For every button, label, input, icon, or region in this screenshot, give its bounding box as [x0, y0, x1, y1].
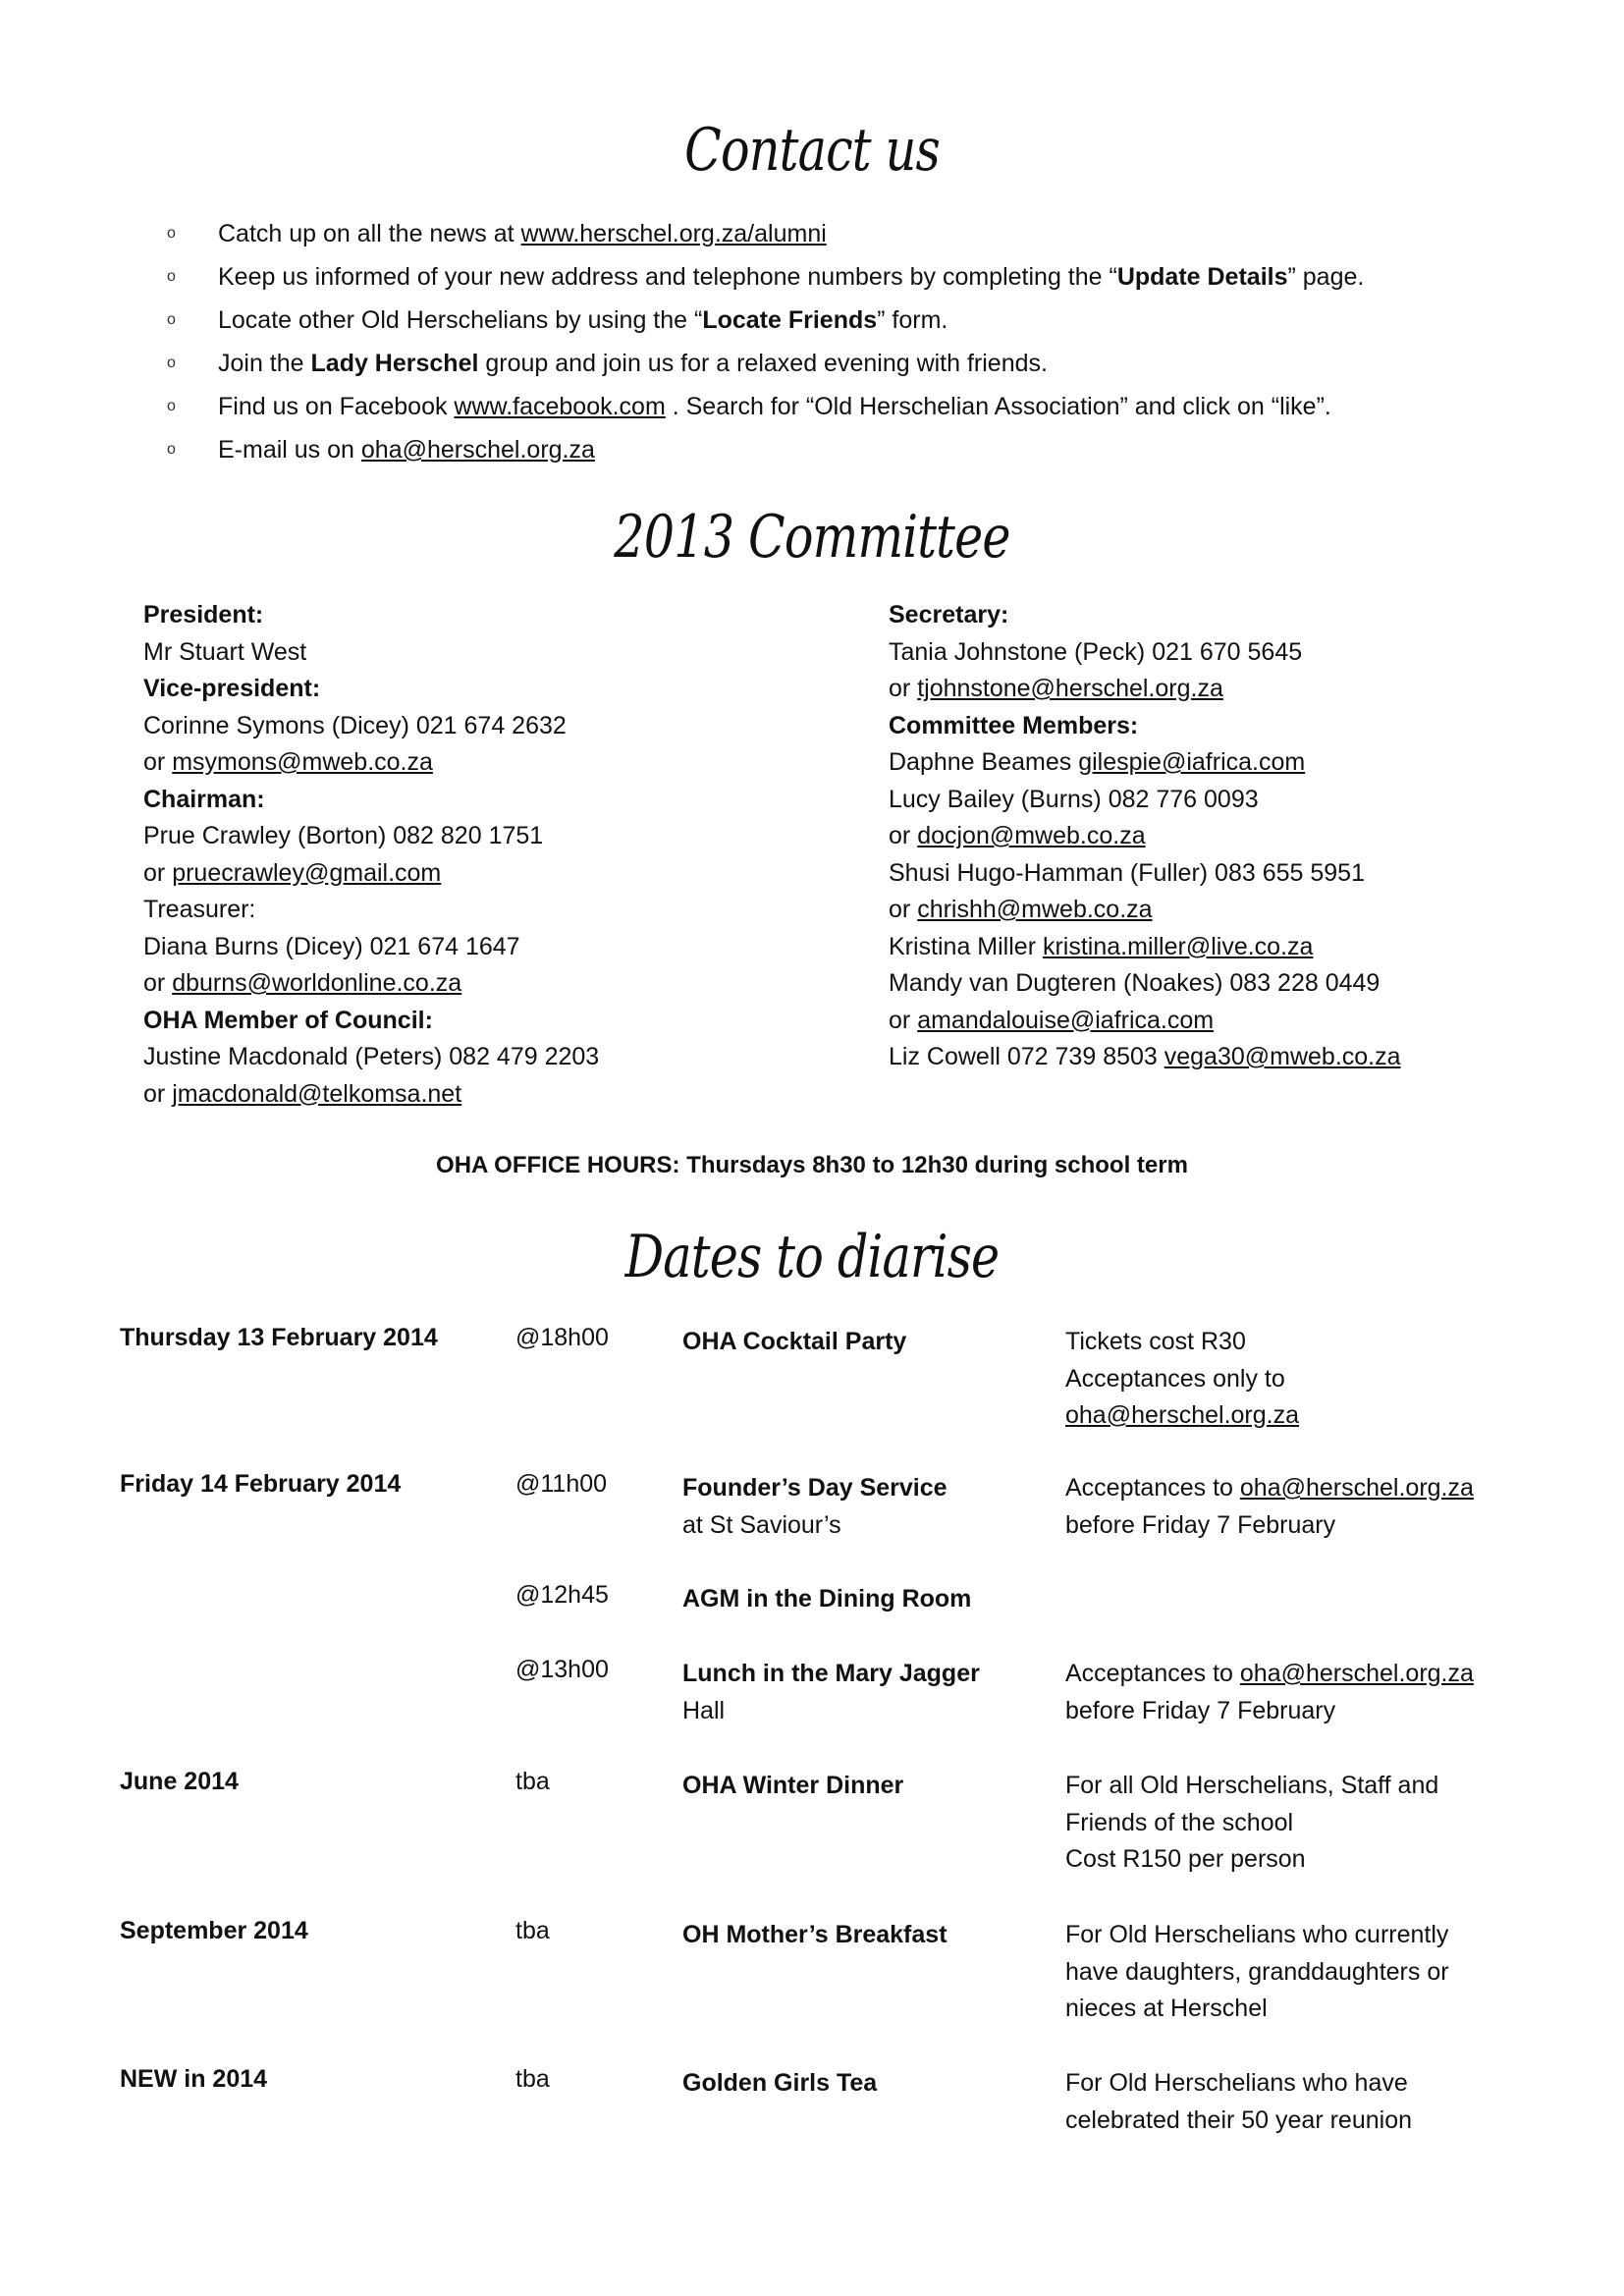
detail-text: Tickets cost R30 — [1065, 1328, 1246, 1355]
event-date: Thursday 13 February 2014 — [120, 1324, 438, 1351]
detail-text: before Friday 7 February — [1065, 1696, 1336, 1724]
event-time: tba — [515, 1917, 550, 1944]
committee-line — [143, 1003, 599, 1040]
detail-text: Cost R150 per person — [1065, 1845, 1306, 1873]
contact-item — [167, 212, 1364, 255]
email-link[interactable]: kristina.miller@live.co.za — [1042, 932, 1314, 960]
committee-line — [889, 818, 1401, 855]
item-text: ” page. — [1287, 263, 1365, 291]
member-text: Justine Macdonald (Peters) 082 479 2203 — [143, 1043, 600, 1070]
bullet-icon: o — [167, 268, 176, 285]
contact-list — [167, 212, 1364, 471]
email-link[interactable]: amandalouise@iafrica.com — [917, 1006, 1215, 1034]
detail-text: before Friday 7 February — [1065, 1510, 1336, 1539]
email-link[interactable]: msymons@mweb.co.za — [172, 748, 433, 776]
committee-heading: 2013 Committee — [614, 503, 1010, 572]
detail-text: Acceptances to — [1065, 1660, 1240, 1687]
item-link[interactable]: oha@herschel.org.za — [360, 436, 595, 464]
role-label: Chairman: — [143, 785, 265, 813]
detail-line — [1065, 1805, 1438, 1842]
member-text: Diana Burns (Dicey) 021 674 1647 — [143, 932, 520, 960]
member-text: Mr Stuart West — [143, 637, 307, 666]
detail-text: celebrated their 50 year reunion — [1065, 2105, 1413, 2134]
detail-text: have daughters, granddaughters or — [1065, 1957, 1449, 1986]
committee-line — [889, 855, 1401, 893]
event-time: tba — [515, 1768, 550, 1795]
detail-line — [1065, 2065, 1412, 2103]
member-text: or — [889, 1006, 918, 1034]
detail-line — [1065, 1991, 1449, 2028]
item-bold-text: Locate Friends — [702, 306, 878, 334]
bullet-icon: o — [167, 398, 176, 414]
email-link[interactable]: docjon@mweb.co.za — [917, 822, 1146, 849]
committee-line — [143, 1039, 599, 1076]
event-name-line: Golden Girls Tea — [682, 2069, 878, 2097]
member-text: Kristina Miller — [889, 932, 1043, 960]
event-time: @18h00 — [515, 1324, 609, 1351]
item-link[interactable]: www.herschel.org.za/alumni — [520, 220, 827, 247]
member-text: Liz Cowell 072 739 8503 — [889, 1043, 1164, 1070]
committee-line — [143, 634, 599, 672]
committee-line — [889, 929, 1401, 966]
event-details — [1065, 1470, 1474, 1544]
dates-heading: Dates to diarise — [624, 1223, 1000, 1291]
item-text: Locate other Old Herschelians by using the “ — [218, 306, 703, 334]
event-name — [682, 1917, 947, 1954]
member-text: or — [889, 675, 918, 702]
event-date: Friday 14 February 2014 — [120, 1470, 402, 1498]
detail-line — [1065, 1954, 1449, 1992]
detail-line — [1065, 2103, 1412, 2140]
member-text: or — [143, 1079, 173, 1108]
email-link[interactable]: pruecrawley@gmail.com — [172, 858, 442, 887]
member-text: Daphne Beames — [889, 748, 1079, 776]
committee-line — [889, 671, 1401, 708]
contact-item — [167, 342, 1364, 385]
role-label: Vice-president: — [143, 675, 321, 702]
detail-text: For Old Herschelians who currently — [1065, 1921, 1449, 1948]
contact-item — [167, 255, 1364, 299]
detail-line — [1065, 1507, 1474, 1545]
detail-line — [1065, 1917, 1449, 1954]
detail-text: Friends of the school — [1065, 1808, 1294, 1836]
member-text: or — [143, 858, 173, 887]
detail-text: For Old Herschelians who have — [1065, 2069, 1408, 2097]
detail-line — [1065, 1361, 1299, 1398]
role-label: President: — [143, 601, 264, 629]
email-link[interactable]: chrishh@mweb.co.za — [917, 896, 1153, 923]
event-time: @11h00 — [515, 1470, 608, 1498]
member-text: or — [143, 748, 173, 776]
member-text: Tania Johnstone (Peck) 021 670 5645 — [889, 637, 1303, 666]
bullet-icon: o — [167, 311, 176, 328]
event-details — [1065, 1917, 1449, 2028]
bullet-icon: o — [167, 225, 176, 242]
event-date: NEW in 2014 — [120, 2065, 268, 2093]
item-bold-text: Lady Herschel — [310, 350, 479, 377]
bullet-icon: o — [167, 441, 176, 458]
event-name — [682, 1768, 903, 1805]
committee-line — [143, 929, 599, 966]
event-details — [1065, 1768, 1438, 1879]
email-link[interactable]: oha@herschel.org.za — [1239, 1474, 1474, 1502]
email-link[interactable]: oha@herschel.org.za — [1065, 1401, 1300, 1429]
committee-line — [143, 744, 599, 782]
member-text: Mandy van Dugteren (Noakes) 083 228 0449 — [889, 969, 1380, 997]
event-name-line: OHA Winter Dinner — [682, 1772, 904, 1799]
member-text: Lucy Bailey (Burns) 082 776 0093 — [889, 785, 1259, 813]
role-label: OHA Member of Council: — [143, 1006, 433, 1034]
item-text: Find us on Facebook — [218, 393, 455, 420]
email-link[interactable]: jmacdonald@telkomsa.net — [172, 1079, 462, 1108]
contact-item — [167, 428, 1364, 471]
committee-right-column — [889, 597, 1401, 1076]
event-name — [682, 2065, 877, 2103]
detail-line — [1065, 1397, 1299, 1435]
event-name-line: AGM in the Dining Room — [682, 1585, 972, 1613]
event-name — [682, 1581, 971, 1618]
contact-item — [167, 385, 1364, 428]
contact-heading: Contact us — [684, 116, 940, 185]
item-text: group and join us for a relaxed evening with friends. — [478, 350, 1048, 377]
committee-line — [889, 1039, 1401, 1076]
detail-text: nieces at Herschel — [1065, 1995, 1268, 2022]
event-name-line: Lunch in the Mary Jagger — [682, 1660, 980, 1687]
event-time: @12h45 — [515, 1581, 609, 1609]
committee-line — [889, 634, 1401, 672]
committee-line — [143, 818, 599, 855]
item-text: . Search for “Old Herschelian Association” and click on “like”. — [665, 393, 1331, 420]
member-text: Shusi Hugo-Hamman (Fuller) 083 655 5951 — [889, 858, 1365, 887]
committee-line — [143, 1076, 599, 1114]
email-link[interactable]: dburns@worldonline.co.za — [172, 969, 462, 997]
detail-line — [1065, 1656, 1474, 1693]
item-link[interactable]: www.facebook.com — [454, 393, 666, 420]
role-label: Secretary: — [889, 601, 1009, 629]
committee-left-column — [143, 597, 599, 1113]
committee-line — [889, 782, 1401, 819]
item-bold-text: Update Details — [1116, 263, 1288, 291]
email-link[interactable]: gilespie@iafrica.com — [1078, 748, 1306, 776]
event-name — [682, 1656, 980, 1729]
item-text: Join the — [218, 350, 311, 377]
email-link[interactable]: vega30@mweb.co.za — [1164, 1043, 1401, 1070]
member-text: Prue Crawley (Borton) 082 820 1751 — [143, 822, 544, 849]
bullet-icon: o — [167, 355, 176, 371]
item-text: Catch up on all the news at — [218, 220, 521, 247]
event-name-line: at St Saviour’s — [682, 1510, 841, 1539]
member-text: Treasurer: — [143, 896, 256, 923]
member-text: or — [143, 969, 173, 997]
email-link[interactable]: oha@herschel.org.za — [1239, 1660, 1474, 1687]
committee-line — [143, 708, 599, 745]
event-time: @13h00 — [515, 1656, 609, 1683]
committee-line — [143, 597, 599, 634]
committee-line — [889, 744, 1401, 782]
event-time: tba — [515, 2065, 550, 2093]
committee-line — [889, 1003, 1401, 1040]
event-details — [1065, 1656, 1474, 1729]
committee-line — [143, 782, 599, 819]
committee-line — [143, 892, 599, 929]
committee-line — [143, 965, 599, 1003]
role-label: Committee Members: — [889, 711, 1139, 739]
contact-item — [167, 299, 1364, 342]
detail-text: Acceptances to — [1065, 1474, 1240, 1502]
event-name-line: OH Mother’s Breakfast — [682, 1921, 947, 1948]
event-name — [682, 1324, 906, 1361]
detail-line — [1065, 1324, 1299, 1361]
detail-line — [1065, 1841, 1438, 1879]
committee-line — [889, 965, 1401, 1003]
detail-line — [1065, 1470, 1474, 1507]
event-name — [682, 1470, 947, 1544]
email-link[interactable]: tjohnstone@herschel.org.za — [917, 675, 1223, 702]
item-text: ” form. — [877, 306, 948, 334]
member-text: Corinne Symons (Dicey) 021 674 2632 — [143, 711, 567, 739]
event-details — [1065, 1324, 1299, 1435]
event-name-line: OHA Cocktail Party — [682, 1328, 907, 1355]
detail-line — [1065, 1693, 1474, 1730]
committee-line — [143, 671, 599, 708]
event-date: September 2014 — [120, 1917, 308, 1944]
detail-text: For all Old Herschelians, Staff and — [1065, 1772, 1439, 1799]
committee-line — [889, 597, 1401, 634]
committee-line — [143, 855, 599, 893]
item-text: E-mail us on — [218, 436, 361, 464]
member-text: or — [889, 822, 918, 849]
committee-line — [889, 892, 1401, 929]
event-name-line: Founder’s Day Service — [682, 1474, 947, 1502]
event-details — [1065, 2065, 1412, 2139]
detail-line — [1065, 1768, 1438, 1805]
detail-text: Acceptances only to — [1065, 1364, 1285, 1393]
event-date: June 2014 — [120, 1768, 239, 1795]
committee-line — [889, 708, 1401, 745]
office-hours: OHA OFFICE HOURS: Thursdays 8h30 to 12h30 during school term — [436, 1152, 1188, 1178]
event-name-line: Hall — [682, 1696, 726, 1724]
item-text: Keep us informed of your new address and telephone numbers by completing the “ — [218, 263, 1117, 291]
member-text: or — [889, 896, 918, 923]
